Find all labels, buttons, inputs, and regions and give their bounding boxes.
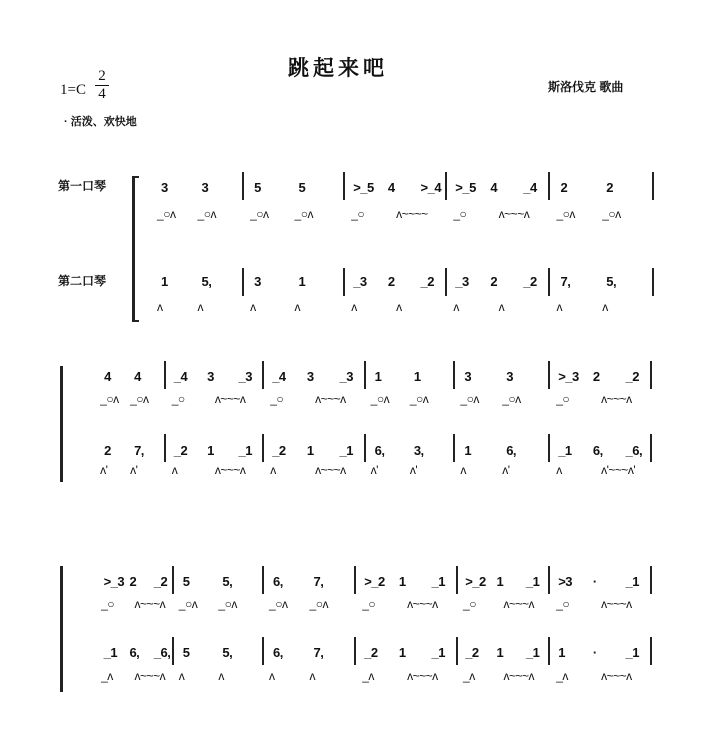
breath-mark: ʌ~~~ʌ <box>503 597 535 611</box>
note: _2 <box>272 443 286 458</box>
breath-mark: ʌ~~~~ <box>396 207 428 221</box>
breath-mark: ʌ <box>396 300 402 314</box>
note: 1 <box>558 645 565 660</box>
breath-mark: _○ʌ <box>197 207 216 221</box>
breath-mark: ʌ <box>453 300 459 314</box>
note: 3 <box>506 369 513 384</box>
note: _1 <box>103 645 118 660</box>
barline <box>650 434 652 462</box>
time-signature-top: 2 <box>98 68 106 84</box>
barline <box>548 172 550 200</box>
breath-mark: _○ʌ <box>460 392 479 406</box>
breath-mark: _○ʌ <box>157 207 176 221</box>
breath-mark: ʌ <box>460 463 466 477</box>
note: 6, <box>506 443 517 458</box>
note: 5 <box>182 574 190 589</box>
note: _4 <box>173 369 188 384</box>
breath-mark: ʌ <box>294 300 301 314</box>
note: 6, <box>374 443 385 458</box>
note: 2 <box>560 180 568 195</box>
song-title: 跳起来吧 <box>288 55 388 80</box>
breath-mark: _○ʌ <box>250 207 269 221</box>
breath-mark: ʌ~~~ʌ <box>315 463 346 477</box>
barline <box>548 637 550 665</box>
barline <box>453 361 455 389</box>
barline <box>172 637 174 665</box>
breath-mark: ʌ <box>157 300 163 314</box>
barline <box>262 434 264 462</box>
breath-mark: _○ <box>463 597 476 611</box>
breath-mark: ʌ <box>178 669 185 683</box>
note: _4 <box>523 180 537 195</box>
note: 1 <box>207 443 214 458</box>
part-label-harmonica-2: 第二口琴 <box>58 274 107 288</box>
breath-mark: _○ʌ <box>100 392 119 406</box>
note: 5, <box>222 574 233 589</box>
breath-mark: ʌ~~~ʌ <box>134 597 166 611</box>
note: _2 <box>153 574 168 589</box>
breath-mark: ʌ' <box>100 463 108 477</box>
time-signature <box>95 68 109 103</box>
note: 2 <box>129 574 137 589</box>
breath-mark: ʌ <box>171 463 178 477</box>
note: _2 <box>625 369 639 384</box>
note: 6, <box>129 645 140 660</box>
note: _2 <box>364 645 378 660</box>
barline <box>548 434 550 462</box>
breath-mark: ʌ' <box>370 463 378 477</box>
breath-mark: ʌ' <box>409 463 418 477</box>
barline <box>456 566 458 594</box>
note: 4 <box>490 180 498 195</box>
note: 5 <box>298 180 306 195</box>
key-signature: 1=C <box>60 82 86 98</box>
note: _1 <box>431 574 445 589</box>
breath-mark: _○ <box>101 597 115 611</box>
note: 3 <box>254 274 261 289</box>
breath-mark: ʌ~~~ʌ <box>214 392 246 406</box>
barline <box>172 566 174 594</box>
note: 2 <box>490 274 498 289</box>
breath-mark: ʌ~~~ʌ <box>315 392 346 406</box>
note: _3 <box>353 274 367 289</box>
barline <box>164 434 166 462</box>
breath-mark: ʌ~~~ʌ <box>498 207 530 221</box>
breath-mark: _ʌ <box>362 669 374 683</box>
barline <box>445 172 447 200</box>
note: _1 <box>525 645 540 660</box>
barline <box>242 172 244 200</box>
note: 7, <box>560 274 571 289</box>
barline <box>548 361 550 389</box>
breath-mark: _○ʌ <box>294 207 313 221</box>
breath-mark: _○ʌ <box>269 597 288 611</box>
barline <box>164 361 166 389</box>
note: 1 <box>464 443 472 458</box>
breath-mark: _○ʌ <box>602 207 621 221</box>
note: >3 <box>558 574 573 589</box>
note: 2 <box>387 274 395 289</box>
breath-mark: _○ʌ <box>556 207 575 221</box>
breath-mark: ʌ <box>197 300 204 314</box>
breath-mark: _ʌ <box>463 669 475 683</box>
note: >_2 <box>364 574 385 589</box>
note: >_3 <box>558 369 579 384</box>
note: 3 <box>161 180 168 195</box>
note: _1 <box>525 574 540 589</box>
note: _2 <box>173 443 188 458</box>
note: _3 <box>339 369 353 384</box>
breath-mark: _ʌ <box>101 669 113 683</box>
breath-mark: _○ʌ <box>130 392 149 406</box>
note: _1 <box>625 645 639 660</box>
barline <box>262 637 264 665</box>
note: 1 <box>161 274 168 289</box>
note: _1 <box>339 443 353 458</box>
note: _1 <box>625 574 639 589</box>
note: _6, <box>625 443 643 458</box>
barline <box>262 566 264 594</box>
breath-mark: ʌ' <box>130 463 138 477</box>
breath-mark: _○ <box>556 392 570 406</box>
note: _2 <box>420 274 434 289</box>
barline <box>343 268 345 296</box>
barline <box>445 268 447 296</box>
breath-mark: ʌ <box>602 300 608 314</box>
note: _3 <box>238 369 252 384</box>
note: 1 <box>496 645 504 660</box>
note: 4 <box>104 369 111 384</box>
breath-mark: _ʌ <box>556 669 568 683</box>
note: _6, <box>153 645 171 660</box>
breath-mark: _○ʌ <box>370 392 390 406</box>
note: 5, <box>606 274 617 289</box>
note: >_5 <box>353 180 374 195</box>
breath-mark: ʌ <box>556 463 562 477</box>
breath-mark: _○ʌ <box>218 597 237 611</box>
breath-mark: ʌ <box>250 300 256 314</box>
note: 1 <box>374 369 382 384</box>
note: 5 <box>254 180 261 195</box>
system-bracket <box>132 176 139 322</box>
note: _4 <box>272 369 286 384</box>
breath-mark: _○ʌ <box>409 392 429 406</box>
breath-mark: _○ʌ <box>309 597 328 611</box>
note: _1 <box>238 443 252 458</box>
note: 2 <box>104 443 111 458</box>
note: 5, <box>222 645 233 660</box>
note: 1 <box>413 369 421 384</box>
breath-mark: _○ <box>362 597 376 611</box>
time-signature-bottom: 4 <box>95 85 109 103</box>
breath-mark: ʌ'~~~ʌ' <box>601 463 636 477</box>
note: _2 <box>465 645 479 660</box>
breath-mark: ʌ <box>270 463 276 477</box>
breath-mark: _○ <box>556 597 570 611</box>
barline <box>364 361 366 389</box>
note: 3 <box>306 369 314 384</box>
note: 1 <box>398 645 406 660</box>
barline <box>364 434 366 462</box>
note: 3 <box>207 369 214 384</box>
system-bracket <box>60 366 63 482</box>
barline <box>650 566 652 594</box>
breath-mark: ʌ~~~ʌ <box>214 463 246 477</box>
note: 1 <box>306 443 314 458</box>
note: 2 <box>592 369 600 384</box>
breath-mark: ʌ <box>269 669 275 683</box>
note: 7, <box>313 574 324 589</box>
note: _2 <box>523 274 537 289</box>
barline <box>262 361 264 389</box>
note: 5 <box>182 645 190 660</box>
note: 6, <box>273 645 283 660</box>
note: 6, <box>592 443 603 458</box>
barline <box>453 434 455 462</box>
note: 1 <box>398 574 406 589</box>
breath-mark: _○ <box>351 207 365 221</box>
breath-mark: _○ <box>171 392 185 406</box>
breath-mark: ʌ~~~ʌ <box>503 669 535 683</box>
note: 7, <box>134 443 144 458</box>
breath-mark: ʌ~~~ʌ <box>134 669 166 683</box>
barline <box>456 637 458 665</box>
note: 4 <box>387 180 395 195</box>
barline <box>354 637 356 665</box>
breath-mark: _○ʌ <box>502 392 521 406</box>
note: 3 <box>464 369 472 384</box>
system-bracket <box>60 566 63 692</box>
note: · <box>592 645 597 660</box>
barline <box>652 172 654 200</box>
note: >_2 <box>465 574 486 589</box>
note: 3 <box>201 180 209 195</box>
note: >_4 <box>420 180 442 195</box>
note: 3, <box>413 443 424 458</box>
note: 7, <box>313 645 324 660</box>
note: _1 <box>558 443 572 458</box>
note: 2 <box>606 180 613 195</box>
breath-mark: _○ <box>270 392 284 406</box>
barline <box>548 566 550 594</box>
note: 5, <box>201 274 212 289</box>
breath-mark: _○ʌ <box>178 597 198 611</box>
part-label-harmonica-1: 第一口琴 <box>58 179 107 193</box>
note: _3 <box>455 274 469 289</box>
barline <box>343 172 345 200</box>
breath-mark: ʌ~~~ʌ <box>407 597 438 611</box>
note: _1 <box>431 645 445 660</box>
breath-mark: ʌ~~~ʌ <box>407 669 438 683</box>
breath-mark: ʌ <box>556 300 562 314</box>
note: >_5 <box>455 180 476 195</box>
barline <box>242 268 244 296</box>
breath-mark: _○ <box>453 207 467 221</box>
breath-mark: ʌ <box>351 300 357 314</box>
barline <box>650 361 652 389</box>
tempo-marking: · 活泼、欢快地 <box>64 116 137 128</box>
barline <box>548 268 550 296</box>
breath-mark: ʌ~~~ʌ <box>601 392 632 406</box>
barline <box>650 637 652 665</box>
barline <box>652 268 654 296</box>
breath-mark: ʌ~~~ʌ <box>601 669 632 683</box>
note: 6, <box>273 574 283 589</box>
note: >_3 <box>103 574 125 589</box>
breath-mark: ʌ~~~ʌ <box>601 597 632 611</box>
breath-mark: ʌ' <box>502 463 510 477</box>
breath-mark: ʌ <box>218 669 224 683</box>
note: 1 <box>298 274 306 289</box>
note: 1 <box>496 574 504 589</box>
composer-credit: 斯洛伐克 歌曲 <box>548 80 624 94</box>
breath-mark: ʌ <box>498 300 505 314</box>
note: 4 <box>134 369 141 384</box>
barline <box>354 566 356 594</box>
note: · <box>592 574 597 589</box>
breath-mark: ʌ <box>309 669 316 683</box>
